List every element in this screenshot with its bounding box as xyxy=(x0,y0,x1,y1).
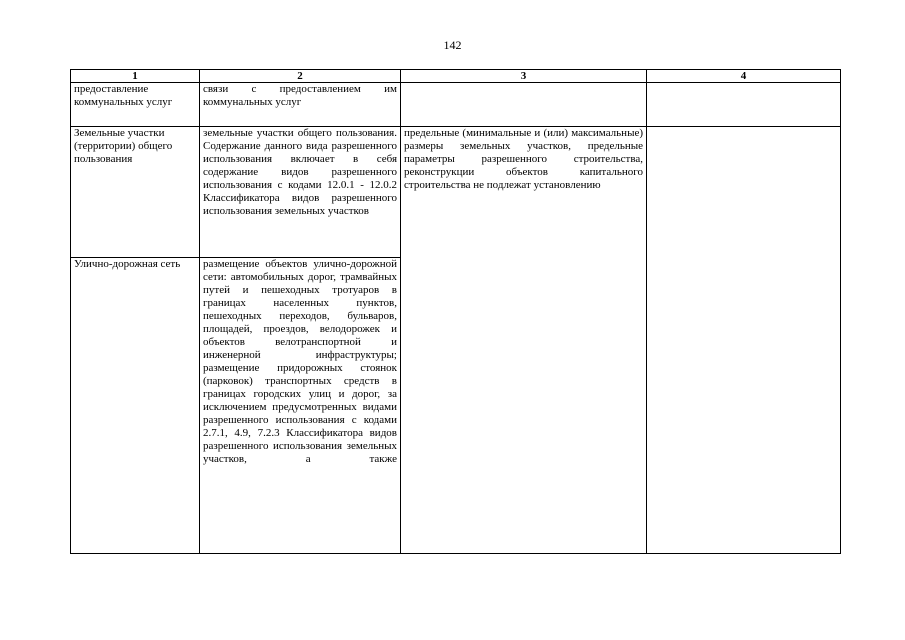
column-header: 2 xyxy=(200,70,401,83)
table-header-row xyxy=(71,70,841,83)
column-header: 1 xyxy=(71,70,200,83)
table-row xyxy=(71,127,841,258)
table-cell xyxy=(401,83,647,127)
table-cell xyxy=(647,127,841,554)
page-number: 142 xyxy=(443,38,462,52)
table-cell xyxy=(647,83,841,127)
table-cell: Улично-дорожная сеть xyxy=(71,258,200,554)
table-cell: предельные (минимальные и (или) максимальные) размеры земельных участков, предельные параметры разрешенного строительства, реконструкции объектов капитального строительства не подлежат установлению xyxy=(401,127,647,554)
table-cell: размещение объектов улично-дорожной сети: автомобильных дорог, трамвайных путей и пешеходных тротуаров в границах населенных пунктов, пешеходных переходов, бульваров, площадей, проездов, велодорожек и объектов велотранспортной и инженерной инфраструктуры; размещение придорожных стоянок (парковок) транспортных средств в границах городских улиц и дорог, за исключением предусмотренных видами разрешенного использования с кодами 2.7.1, 4.9, 7.2.3 Классификатора видов разрешенного использования земельных участков, а также xyxy=(200,258,401,554)
table-cell: связи с предоставлением им коммунальных услуг xyxy=(200,83,401,127)
table-row xyxy=(71,83,841,127)
table-cell: предоставление коммунальных услуг xyxy=(71,83,200,127)
column-header: 3 xyxy=(401,70,647,83)
table-cell: Земельные участки (территории) общего пользования xyxy=(71,127,200,258)
column-header: 4 xyxy=(647,70,841,83)
land-use-table xyxy=(70,69,841,554)
table-cell: земельные участки общего пользования. Содержание данного вида разрешенного использования включает в себя содержание видов разрешенного использования с кодами 12.0.1 - 12.0.2 Классификатора видов разрешенного использования земельных участков xyxy=(200,127,401,258)
